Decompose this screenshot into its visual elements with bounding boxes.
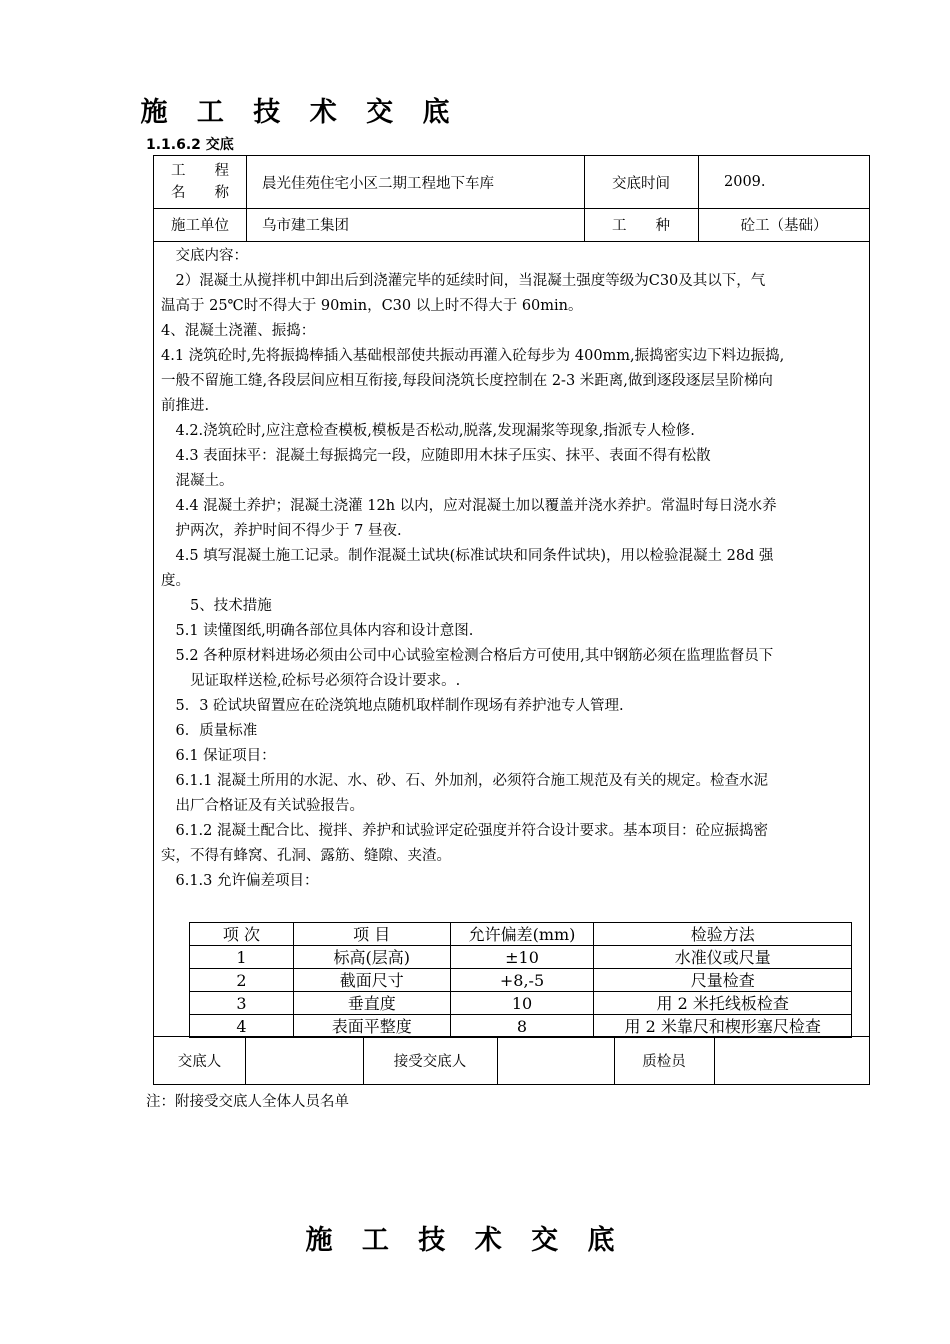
disclosure-form [153,155,870,1085]
content-line: 4.4 混凝土养护；混凝土浇灌 12h 以内，应对混凝土加以覆盖并浇水养护。常温时每日浇水养 [161,498,777,514]
table-cell: 表面平整度 [293,1015,450,1038]
section-label: 1.1.6.2 交底 [146,137,234,153]
content-line: 4.1 浇筑砼时,先将振捣棒插入基础根部使共振动再灌入砼每步为 400mm,振捣密实边下料边振捣, [161,348,785,364]
table-cell: 标高(层高) [293,946,450,969]
table-row [190,1015,852,1038]
table-header: 项 次 [190,923,294,946]
content-line: 6.1.2 混凝土配合比、搅拌、养护和试验评定砼强度并符合设计要求。基本项目：砼应振捣密 [161,823,768,839]
table-cell: 垂直度 [293,992,450,1015]
disclosure-time-label: 交底时间 [612,175,670,192]
table-header: 允许偏差(mm) [450,923,594,946]
disclosure-giver-field[interactable] [246,1037,363,1085]
content-line: 温高于 25℃时不得大于 90min，C30 以上时不得大于 60min。 [161,298,583,314]
table-cell: 10 [450,992,594,1015]
table-row [190,992,852,1015]
content-line: 实，不得有蜂窝、孔洞、露筋、缝隙、夹渣。 [161,848,451,864]
disclosure-giver-label: 交底人 [177,1054,222,1070]
table-header-row [190,923,852,946]
content-line: 护两次，养护时间不得少于 7 昼夜. [161,523,402,539]
table-cell: 尺量检查 [594,969,852,992]
table-row [190,969,852,992]
project-name-value: 晨光佳苑住宅小区二期工程地下车库 [262,175,494,192]
table-cell: 3 [190,992,294,1015]
content-line: 混凝土。 [161,473,234,489]
table-cell: 截面尺寸 [293,969,450,992]
content-line: 6.1.1 混凝土所用的水泥、水、砂、石、外加剂，必须符合施工规范及有关的规定。检查水泥 [161,773,768,789]
col-divider [246,156,247,241]
trade-label: 工 种 [612,218,670,234]
content-line: 前推进. [161,398,210,414]
table-cell: 水准仪或尺量 [594,946,852,969]
disclosure-receiver-field[interactable] [498,1037,614,1085]
content-line: 一般不留施工缝,各段层间应相互衔接,每段间浇筑长度控制在 2-3 米距离,做到逐段逐层呈阶梯向 [161,373,773,389]
table-header: 检验方法 [594,923,852,946]
table-header: 项 目 [293,923,450,946]
content-line: 4.2.浇筑砼时,应注意检查模板,模板是否松动,脱落,发现漏浆等现象,指派专人检修. [161,423,695,439]
content-line: 见证取样送检,砼标号必须符合设计要求。. [161,673,461,689]
page-title-next: 施 工 技 术 交 底 [305,1225,625,1256]
content-line: 6.1.3 允许偏差项目： [161,873,319,889]
construction-unit-label: 施工单位 [171,218,229,234]
content-line: 4.3 表面抹平：混凝土每振捣完一段，应随即用木抹子压实、抹平、表面不得有松散 [161,448,711,464]
table-cell: 8 [450,1015,594,1038]
footnote: 注：附接受交底人全体人员名单 [146,1094,349,1110]
content-line: 6.1 保证项目： [161,748,276,764]
disclosure-content [161,244,863,894]
table-row [190,946,852,969]
table-cell: 用 2 米靠尺和楔形塞尺检查 [594,1015,852,1038]
content-line: 5、技术措施 [161,598,272,614]
tolerance-table [189,922,852,1038]
content-line: 2）混凝土从搅拌机中卸出后到浇灌完毕的延续时间，当混凝土强度等级为C30及其以下，气 [161,273,766,289]
disclosure-time-value: 2009. [724,174,766,190]
table-cell: ±10 [450,946,594,969]
construction-unit-value: 乌市建工集团 [262,218,349,234]
content-line: 4.5 填写混凝土施工记录。制作混凝土试块(标准试块和同条件试块)，用以检验混凝土 28d 强 [161,548,774,564]
content-line: 度。 [161,573,190,589]
table-cell: 4 [190,1015,294,1038]
table-cell: +8,-5 [450,969,594,992]
content-line: 5.2 各种原材料进场必须由公司中心试验室检测合格后方可使用,其中钢筋必须在监理监督员下 [161,648,774,664]
content-line: 出厂合格证及有关试验报告。 [161,798,364,814]
table-cell: 2 [190,969,294,992]
content-line: 交底内容： [161,248,248,264]
inspector-label: 质检员 [642,1054,686,1070]
project-name-label: 工 程 名 称 [171,163,229,201]
disclosure-receiver-label: 接受交底人 [393,1054,467,1070]
content-line: 5.1 读懂图纸,明确各部位具体内容和设计意图. [161,623,474,639]
inspector-field[interactable] [715,1037,869,1085]
content-line: 6．质量标准 [161,723,258,739]
page-title: 施 工 技 术 交 底 [140,97,460,128]
content-line: 5．3 砼试块留置应在砼浇筑地点随机取样制作现场有养护池专人管理. [161,698,624,714]
content-line: 4、混凝土浇灌、振捣： [161,323,316,339]
row-divider [154,241,869,242]
table-cell: 1 [190,946,294,969]
trade-value: 砼工（基础） [740,218,828,234]
table-cell: 用 2 米托线板检查 [594,992,852,1015]
